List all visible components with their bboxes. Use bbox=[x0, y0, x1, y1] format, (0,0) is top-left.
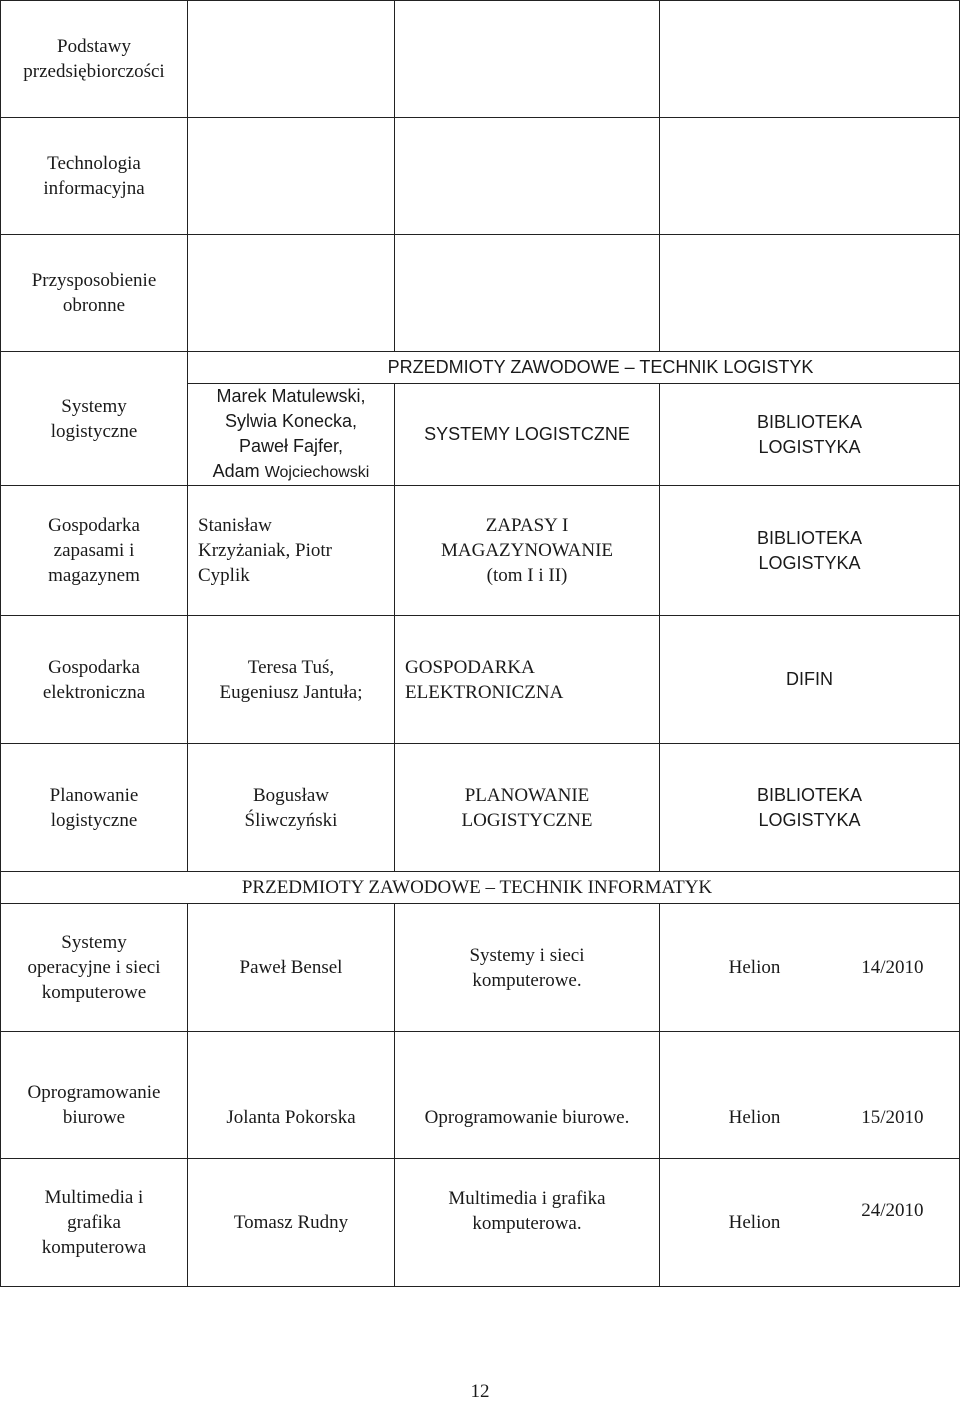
empty-cell bbox=[660, 235, 960, 352]
authors-cell bbox=[188, 384, 395, 486]
subject-cell: Przysposobienie obronne bbox=[1, 235, 188, 352]
authors-cell: Stanisław Krzyżaniak, Piotr Cyplik bbox=[188, 486, 395, 616]
empty-cell bbox=[395, 118, 660, 235]
title-cell: Systemy i sieci komputerowe. bbox=[395, 904, 660, 1032]
authors-cell: Teresa Tuś, Eugeniusz Jantuła; bbox=[188, 616, 395, 744]
publisher-cell: BIBLIOTEKA LOGISTYKA bbox=[660, 384, 960, 486]
publisher-text: Helion bbox=[728, 1212, 781, 1233]
publisher-text: Helion bbox=[728, 957, 781, 978]
publisher-number-cell bbox=[660, 1032, 960, 1159]
authors-cell: Paweł Bensel bbox=[188, 904, 395, 1032]
title-cell: SYSTEMY LOGISTCZNE bbox=[395, 384, 660, 486]
subject-cell: Gospodarka elektroniczna bbox=[1, 616, 188, 744]
empty-cell bbox=[395, 1, 660, 118]
table-row bbox=[1, 1032, 960, 1159]
catalog-number: 14/2010 bbox=[861, 957, 924, 978]
table-row bbox=[1, 616, 960, 744]
empty-cell bbox=[395, 235, 660, 352]
table-row bbox=[1, 744, 960, 872]
title-cell: Oprogramowanie biurowe. bbox=[395, 1032, 660, 1159]
table-row bbox=[1, 486, 960, 616]
table-row bbox=[1, 1, 960, 118]
subject-cell: Multimedia i grafika komputerowa bbox=[1, 1159, 188, 1287]
catalog-number: 24/2010 bbox=[861, 1200, 924, 1221]
section-header-informatyk: PRZEDMIOTY ZAWODOWE – TECHNIK INFORMATYK bbox=[1, 872, 960, 904]
authors-text: Marek Matulewski, Sylwia Konecka, Paweł Fajfer, bbox=[216, 386, 366, 456]
subject-cell: Podstawy przedsiębiorczości bbox=[1, 1, 188, 118]
publisher-number-cell bbox=[660, 904, 960, 1032]
subject-cell: Systemy logistyczne bbox=[1, 352, 188, 486]
publisher-cell: BIBLIOTEKA LOGISTYKA bbox=[660, 744, 960, 872]
publisher-number-cell bbox=[660, 1159, 960, 1287]
subject-cell: Oprogramowanie biurowe bbox=[1, 1032, 188, 1159]
empty-cell bbox=[188, 118, 395, 235]
authors-cell: Bogusław Śliwczyński bbox=[188, 744, 395, 872]
catalog-number: 15/2010 bbox=[861, 1107, 924, 1128]
table-row bbox=[1, 235, 960, 352]
section-header-row bbox=[1, 872, 960, 904]
section-header-row bbox=[1, 352, 960, 384]
table-row bbox=[1, 1159, 960, 1287]
authors-last-first: Adam bbox=[212, 461, 260, 481]
publisher-text: Helion bbox=[728, 1107, 781, 1128]
empty-cell bbox=[660, 118, 960, 235]
empty-cell bbox=[188, 1, 395, 118]
subject-cell: Planowanie logistyczne bbox=[1, 744, 188, 872]
authors-last-surname: Wojciechowski bbox=[264, 464, 370, 481]
publisher-cell: BIBLIOTEKA LOGISTYKA bbox=[660, 486, 960, 616]
table-row bbox=[1, 118, 960, 235]
subject-cell: Technologia informacyjna bbox=[1, 118, 188, 235]
title-cell: PLANOWANIE LOGISTYCZNE bbox=[395, 744, 660, 872]
subject-cell: Gospodarka zapasami i magazynem bbox=[1, 486, 188, 616]
page-number: 12 bbox=[470, 1381, 490, 1402]
title-cell: ZAPASY I MAGAZYNOWANIE (tom I i II) bbox=[395, 486, 660, 616]
subject-cell: Systemy operacyjne i sieci komputerowe bbox=[1, 904, 188, 1032]
empty-cell bbox=[188, 235, 395, 352]
table-row bbox=[1, 904, 960, 1032]
title-cell: Multimedia i grafika komputerowa. bbox=[395, 1159, 660, 1287]
section-header-logistyk: PRZEDMIOTY ZAWODOWE – TECHNIK LOGISTYK bbox=[188, 352, 960, 384]
authors-cell: Tomasz Rudny bbox=[188, 1159, 395, 1287]
empty-cell bbox=[660, 1, 960, 118]
publisher-cell: DIFIN bbox=[660, 616, 960, 744]
authors-cell: Jolanta Pokorska bbox=[188, 1032, 395, 1159]
title-cell: GOSPODARKA ELEKTRONICZNA bbox=[395, 616, 660, 744]
